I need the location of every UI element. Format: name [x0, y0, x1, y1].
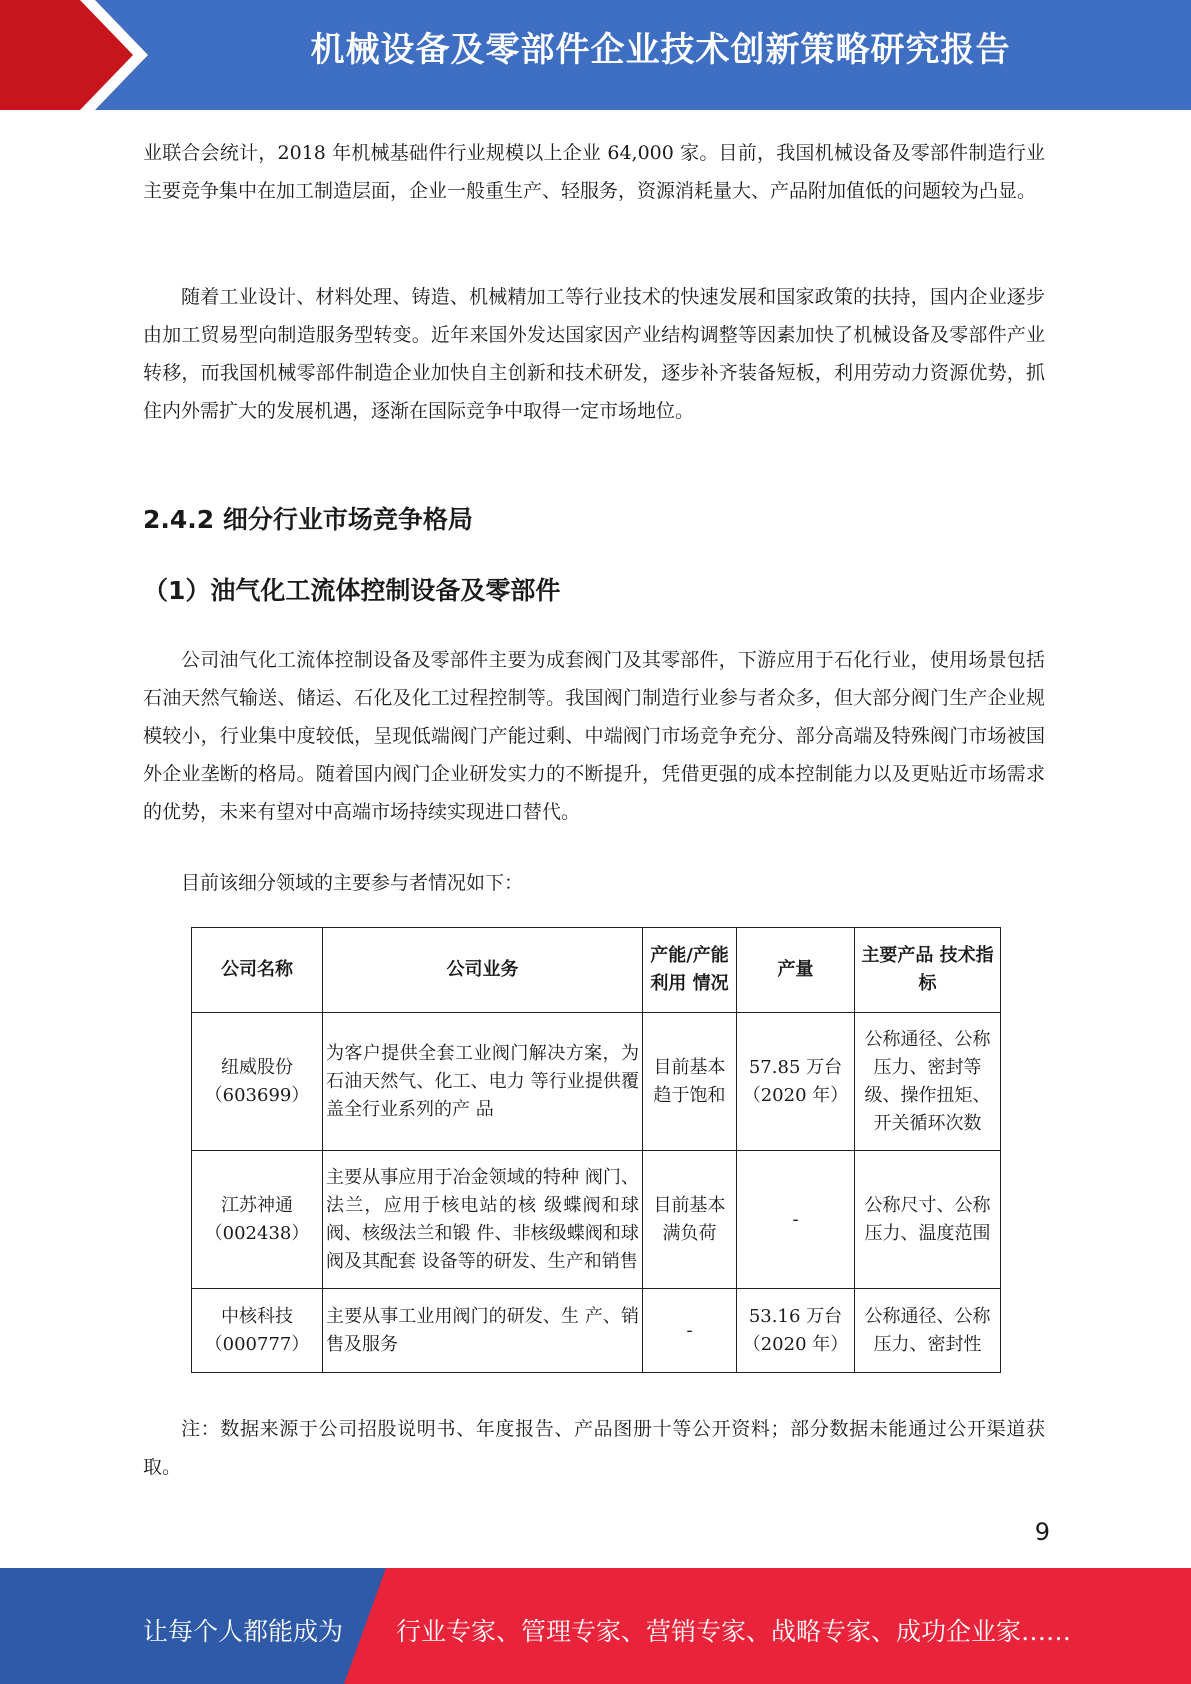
- spec-cell: 公称通径、公称压力、密封性: [855, 1289, 1001, 1373]
- table-row: [192, 1151, 1001, 1289]
- subsection-heading: （1）油气化工流体控制设备及零部件: [143, 576, 561, 605]
- stock-code: （000777）: [204, 1333, 310, 1355]
- capacity-cell: 目前基本趋于饱和: [643, 1013, 737, 1151]
- header-capacity: 产能/产能利用 情况: [643, 928, 737, 1013]
- company-name: 中核科技: [221, 1305, 293, 1327]
- business-cell: 主要从事应用于冶金领域的特种 阀门、法兰，应用于核电站的核 级蝶阀和球阀、核级法兰和锻 件、非核级蝶阀和球阀及其配套 设备等的研发、生产和销售: [323, 1151, 643, 1289]
- paragraph-text: 随着工业设计、材料处理、铸造、机械精加工等行业技术的快速发展和国家政策的扶持，国内企业逐步由加工贸易型向制造服务型转变。近年来国外发达国家因产业结构调整等因素加快了机械设备及零部件产业转移，而我国机械零部件制造企业加快自主创新和技术研发，逐步补齐装备短板，利用劳动力资源优势，抓住内外需扩大的发展机遇，逐渐在国际竞争中取得一定市场地位。: [143, 286, 1045, 422]
- spec-cell: 公称尺寸、公称压力、温度范围: [855, 1151, 1001, 1289]
- paragraph-1: [143, 134, 1045, 210]
- report-title: 机械设备及零部件企业技术创新策略研究报告: [310, 30, 1011, 70]
- paragraph-text: 公司油气化工流体控制设备及零部件主要为成套阀门及其零部件，下游应用于石化行业，使用场景包括石油天然气输送、储运、石化及化工过程控制等。我国阀门制造行业参与者众多，但大部分阀门生产企业规模较小，行业集中度较低，呈现低端阀门产能过剩、中端阀门市场竞争充分、部分高端及特殊阀门市场被国外企业垄断的格局。随着国内阀门企业研发实力的不断提升，凭借更强的成本控制能力以及更贴近市场需求的优势，未来有望对中高端市场持续实现进口替代。: [143, 649, 1045, 823]
- header-business: 公司业务: [323, 928, 643, 1013]
- page-number: 9: [1034, 1518, 1050, 1546]
- header-spec: 主要产品 技术指标: [855, 928, 1001, 1013]
- table-note: [143, 1410, 1045, 1486]
- business-cell: 为客户提供全套工业阀门解决方案，为石油天然气、化工、电力 等行业提供覆盖全行业系列的产 品: [323, 1013, 643, 1151]
- header-output: 产量: [737, 928, 855, 1013]
- stock-code: （603699）: [204, 1084, 310, 1106]
- company-cell: [192, 1289, 323, 1373]
- paragraph-4: [143, 864, 1045, 902]
- paragraph-2: [143, 278, 1045, 430]
- company-cell: [192, 1151, 323, 1289]
- company-name: 纽威股份: [221, 1056, 293, 1078]
- table-row: [192, 1013, 1001, 1151]
- footer-slogan-left: 让每个人都能成为: [143, 1617, 344, 1646]
- output-cell: [737, 1289, 855, 1373]
- header-company-name: 公司名称: [192, 928, 323, 1013]
- paragraph-3: [143, 641, 1045, 831]
- output-cell: [737, 1013, 855, 1151]
- page-header: [0, 0, 1191, 110]
- competitor-table: [191, 927, 1001, 1373]
- capacity-cell: 目前基本满负荷: [643, 1151, 737, 1289]
- output-value: 57.85 万台: [748, 1056, 843, 1078]
- business-cell: 主要从事工业用阀门的研发、生 产、销售及服务: [323, 1289, 643, 1373]
- paragraph-text: 业联合会统计，2018 年机械基础件行业规模以上企业 64,000 家。目前，我国机械设备及零部件制造行业主要竞争集中在加工制造层面，企业一般重生产、轻服务，资源消耗量大、产品附加值低的问题较为凸显。: [143, 142, 1045, 202]
- company-name: 江苏神通: [221, 1194, 293, 1216]
- output-year: （2020 年）: [742, 1084, 849, 1106]
- paragraph-text: 目前该细分领域的主要参与者情况如下：: [181, 872, 524, 894]
- note-text: 注：数据来源于公司招股说明书、年度报告、产品图册十等公开资料；部分数据未能通过公开渠道获取。: [143, 1418, 1045, 1478]
- output-value: 53.16 万台: [748, 1305, 843, 1327]
- output-year: （2020 年）: [742, 1333, 849, 1355]
- output-cell: [737, 1151, 855, 1289]
- output-value: -: [792, 1208, 799, 1230]
- company-cell: [192, 1013, 323, 1151]
- footer-slogan-right: 行业专家、管理专家、营销专家、战略专家、成功企业家……: [396, 1617, 1072, 1646]
- table-row: [192, 1289, 1001, 1373]
- stock-code: （002438）: [204, 1222, 310, 1244]
- page-footer: [0, 1568, 1191, 1684]
- spec-cell: 公称通径、公称压力、密封等级、操作扭矩、开关循环次数: [855, 1013, 1001, 1151]
- section-heading: 2.4.2 细分行业市场竞争格局: [143, 505, 473, 534]
- table-header-row: [192, 928, 1001, 1013]
- capacity-cell: -: [643, 1289, 737, 1373]
